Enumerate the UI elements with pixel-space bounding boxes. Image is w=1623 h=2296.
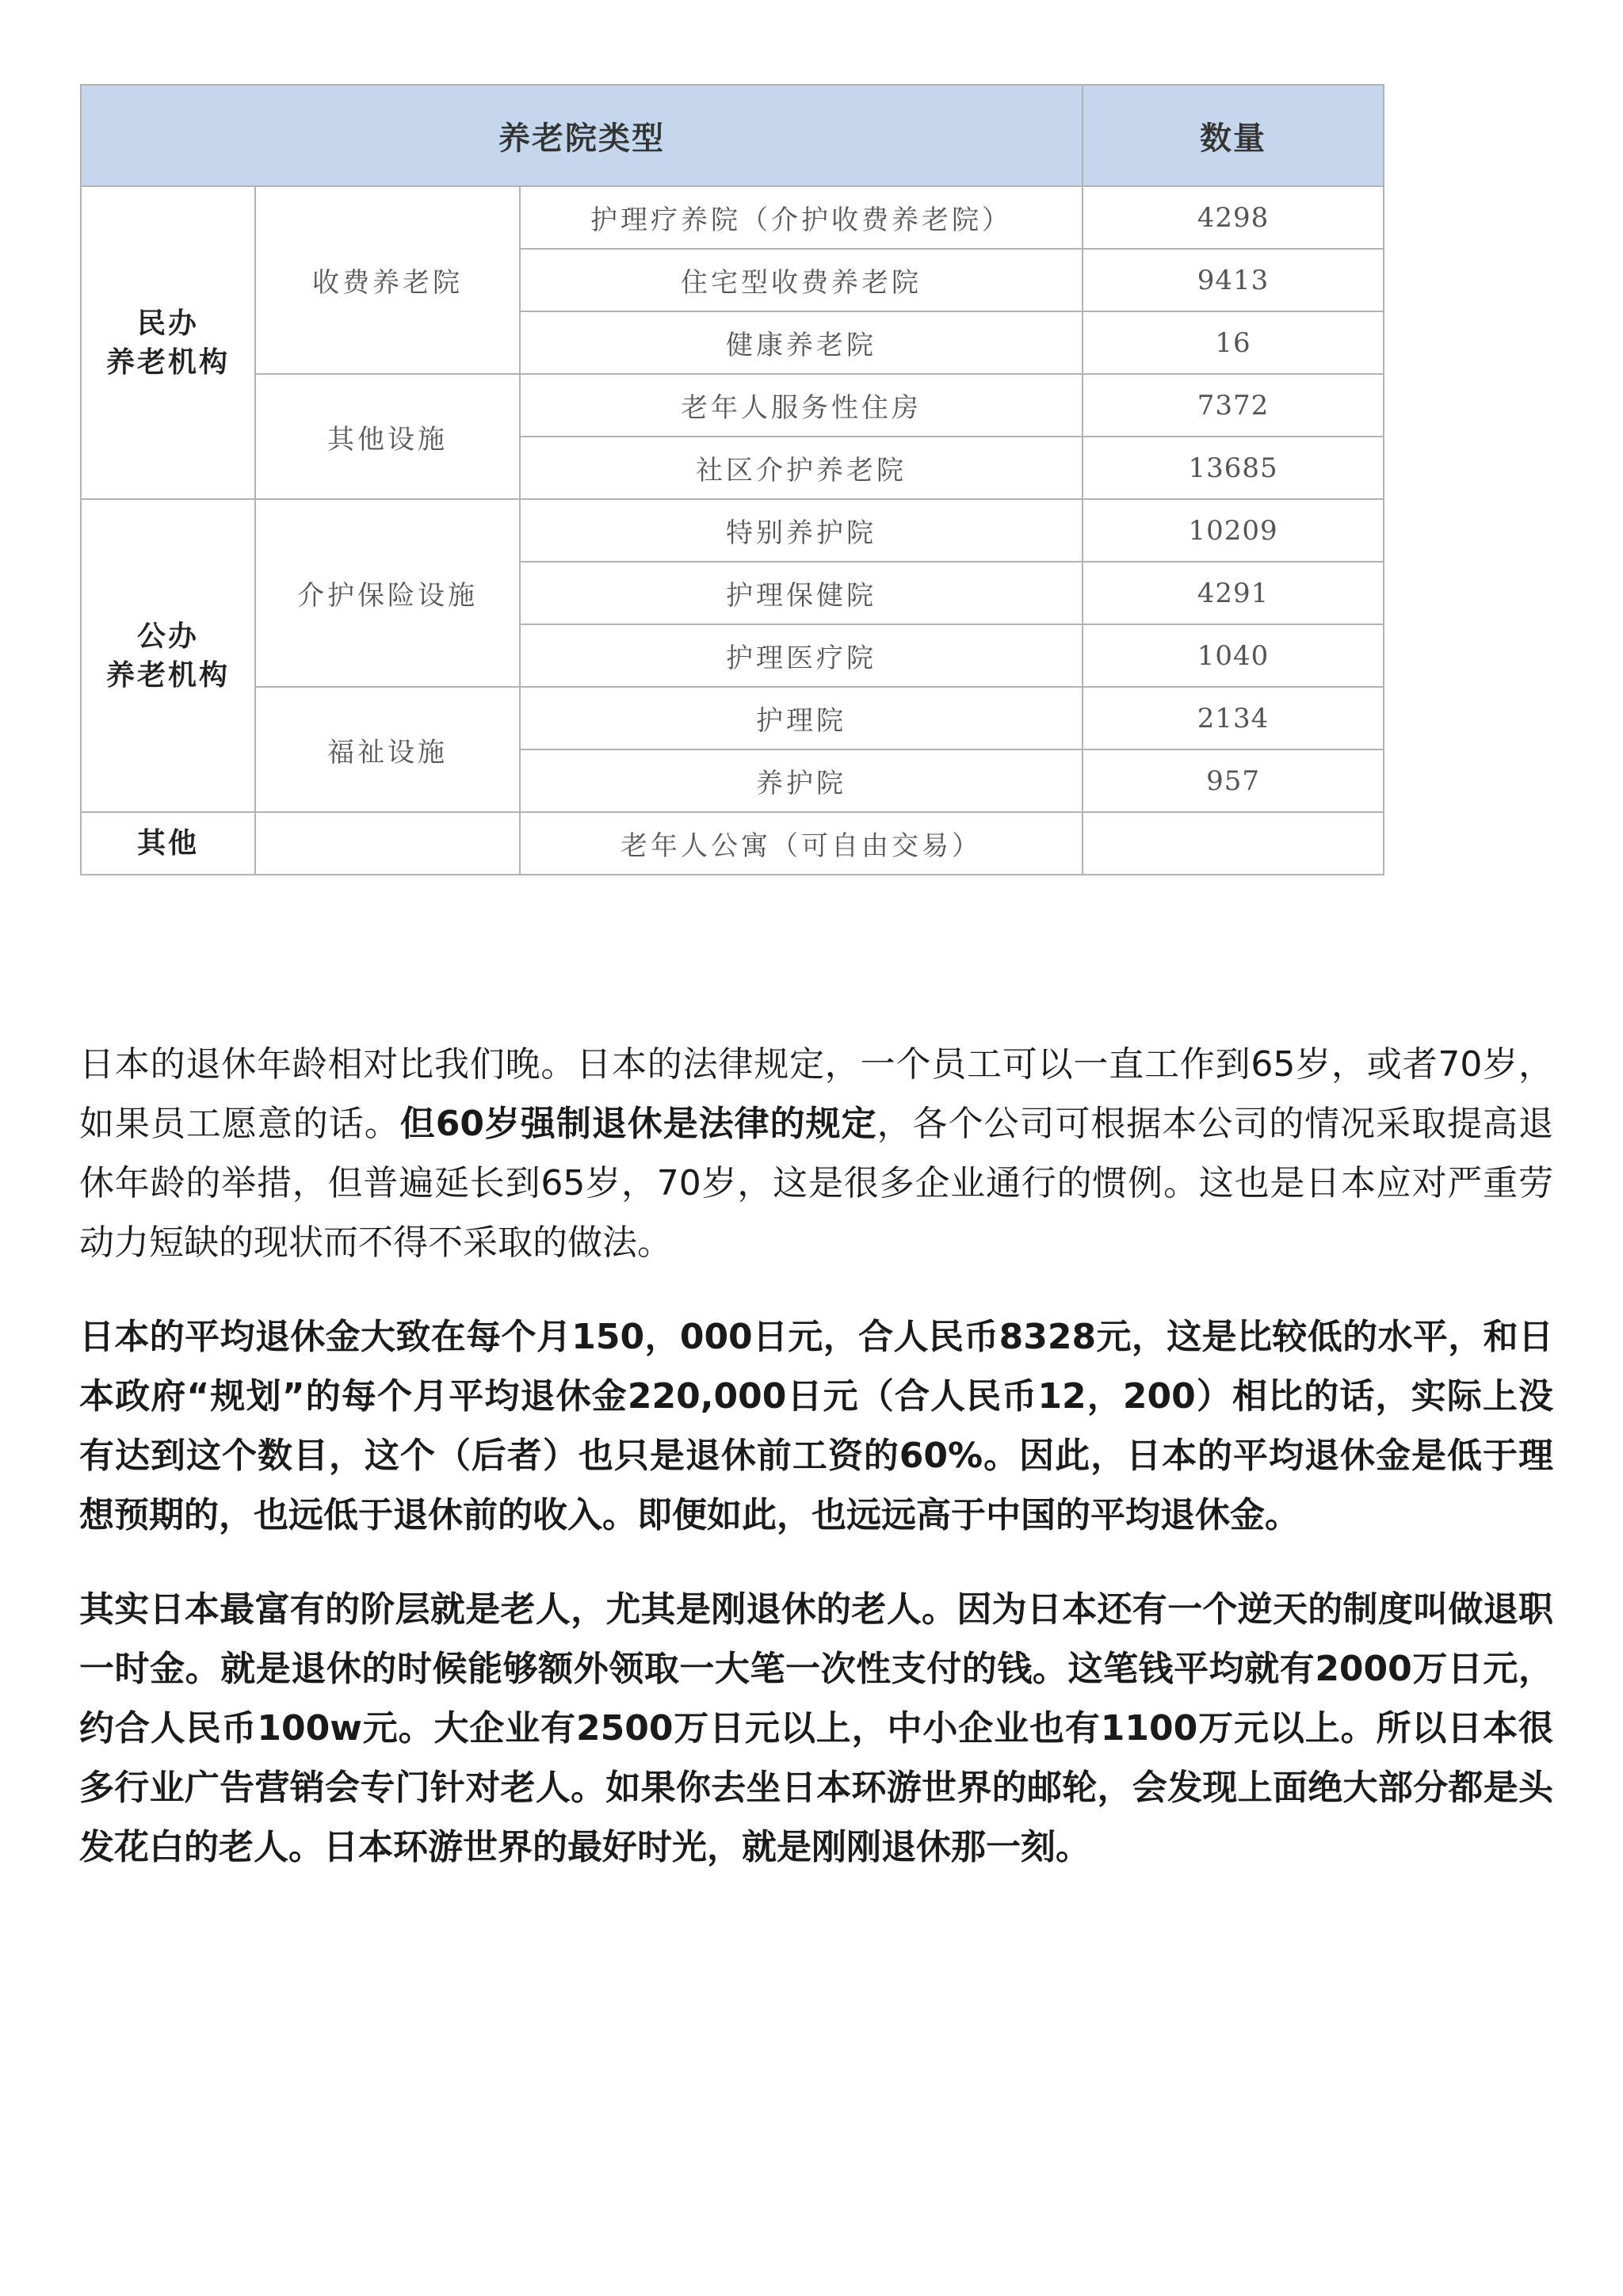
type-cell: 住宅型收费养老院 bbox=[520, 249, 1083, 311]
count-cell: 2134 bbox=[1083, 687, 1384, 749]
owner-cell-private bbox=[81, 186, 255, 499]
type-cell: 社区介护养老院 bbox=[520, 437, 1083, 499]
type-cell: 养护院 bbox=[520, 749, 1083, 812]
nursing-home-table bbox=[80, 84, 1384, 875]
type-cell: 老年人服务性住房 bbox=[520, 374, 1083, 437]
category-cell bbox=[255, 812, 520, 875]
paragraph-pension: 日本的平均退休金大致在每个月150，000日元，合人民币8328元，这是比较低的水平，和日本政府“规划”的每个月平均退休金220,000日元（合人民币12，200）相比的话，实际上没有达到这个数目，这个（后者）也只是退休前工资的60%。因此，日本的平均退休金是低于理想预期的，也远低于退休前的收入。即便如此，也远远高于中国的平均退休金。 bbox=[79, 1317, 1553, 1535]
type-cell: 特别养护院 bbox=[520, 499, 1083, 562]
article-body bbox=[79, 1035, 1553, 1912]
table-row bbox=[81, 186, 1384, 249]
paragraph-text: 日本的退休年龄相对比我们晚。日本的法律规定，一个员工可以一直工作到65岁，或者70岁，如果员工愿意的话。 bbox=[79, 1044, 1553, 1144]
count-cell: 10209 bbox=[1083, 499, 1384, 562]
owner-label: 民办 养老机构 bbox=[105, 306, 230, 379]
count-cell: 1040 bbox=[1083, 624, 1384, 687]
type-cell: 护理医疗院 bbox=[520, 624, 1083, 687]
category-cell: 收费养老院 bbox=[255, 186, 520, 374]
category-cell: 福祉设施 bbox=[255, 687, 520, 812]
header-type: 养老院类型 bbox=[81, 85, 1083, 186]
category-cell: 其他设施 bbox=[255, 374, 520, 499]
count-cell: 13685 bbox=[1083, 437, 1384, 499]
table-row bbox=[81, 812, 1384, 875]
count-cell: 957 bbox=[1083, 749, 1384, 812]
type-cell: 护理院 bbox=[520, 687, 1083, 749]
owner-cell-other: 其他 bbox=[81, 812, 255, 875]
count-cell: 16 bbox=[1083, 311, 1384, 374]
type-cell: 老年人公寓（可自由交易） bbox=[520, 812, 1083, 875]
type-cell: 护理保健院 bbox=[520, 562, 1083, 624]
table-row bbox=[81, 687, 1384, 749]
header-count: 数量 bbox=[1083, 85, 1384, 186]
table-row bbox=[81, 374, 1384, 437]
paragraph-retirement-allowance: 其实日本最富有的阶层就是老人，尤其是刚退休的老人。因为日本还有一个逆天的制度叫做退职一时金。就是退休的时候能够额外领取一大笔一次性支付的钱。这笔钱平均就有2000万日元，约合人民币100w元。大企业有2500万日元以上，中小企业也有1100万元以上。所以日本很多行业广告营销会专门针对老人。如果你去坐日本环游世界的邮轮，会发现上面绝大部分都是头发花白的老人。日本环游世界的最好时光，就是刚刚退休那一刻。 bbox=[79, 1589, 1553, 1867]
paragraph-retirement-age bbox=[79, 1035, 1553, 1272]
count-cell: 9413 bbox=[1083, 249, 1384, 311]
type-cell: 护理疗养院（介护收费养老院） bbox=[520, 186, 1083, 249]
paragraph-emphasis: 但60岁强制退休是法律的规定 bbox=[399, 1104, 877, 1144]
count-cell bbox=[1083, 812, 1384, 875]
owner-label: 公办 养老机构 bbox=[105, 619, 230, 692]
table-row bbox=[81, 499, 1384, 562]
nursing-home-table-container bbox=[80, 84, 1383, 875]
type-cell: 健康养老院 bbox=[520, 311, 1083, 374]
count-cell: 7372 bbox=[1083, 374, 1384, 437]
count-cell: 4291 bbox=[1083, 562, 1384, 624]
paragraph-text: ，各个公司可根据本公司的情况采取提高退休年龄的举措，但普遍延长到65岁，70岁，这是很多企业通行的惯例。这也是日本应对严重劳动力短缺的现状而不得不采取的做法。 bbox=[79, 1104, 1554, 1263]
owner-cell-public bbox=[81, 499, 255, 812]
category-cell: 介护保险设施 bbox=[255, 499, 520, 687]
table-header-row bbox=[81, 85, 1384, 186]
count-cell: 4298 bbox=[1083, 186, 1384, 249]
